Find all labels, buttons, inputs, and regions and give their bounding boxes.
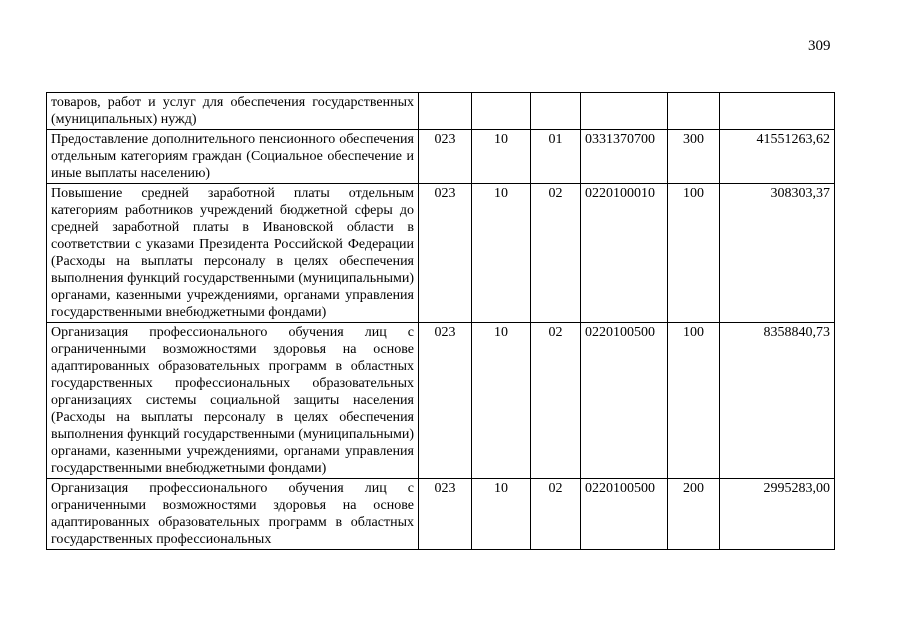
table-row — [47, 479, 835, 550]
target-article-cell — [581, 93, 668, 130]
amount-cell — [720, 93, 835, 130]
expense-name-cell: Организация профессионального обучения лиц с ограниченными возможностями здоровья на основе адаптированных образовательных программ в областных государственных профессиональных — [47, 479, 419, 550]
subsection-code-cell: 01 — [531, 130, 581, 184]
subsection-code-cell — [531, 93, 581, 130]
expense-name-cell: Повышение средней заработной платы отдельным категориям работников учреждений бюджетной сферы до средней заработной платы в Ивановской области в соответствии с указами Президента Российской Федерации (Расходы на выплаты персоналу в целях обеспечения выполнения функций государственными (муниципальными) органами, казенными учреждениями, органами управления государственными внебюджетными фондами) — [47, 184, 419, 323]
table-row — [47, 130, 835, 184]
table-row — [47, 323, 835, 479]
amount-cell: 41551263,62 — [720, 130, 835, 184]
expense-type-cell: 100 — [668, 184, 720, 323]
section-code-cell: 10 — [472, 479, 531, 550]
page-number: 309 — [808, 38, 831, 54]
subsection-code-cell: 02 — [531, 184, 581, 323]
department-code-cell: 023 — [419, 130, 472, 184]
department-code-cell — [419, 93, 472, 130]
expense-name-cell: Предоставление дополнительного пенсионного обеспечения отдельным категориям граждан (Социальное обеспечение и иные выплаты населению) — [47, 130, 419, 184]
table-row — [47, 184, 835, 323]
expense-type-cell: 200 — [668, 479, 720, 550]
department-code-cell: 023 — [419, 323, 472, 479]
amount-cell: 8358840,73 — [720, 323, 835, 479]
expense-name-cell: Организация профессионального обучения лиц с ограниченными возможностями здоровья на основе адаптированных образовательных программ в областных государственных профессиональных образовательных организациях системы социальной защиты населения (Расходы на выплаты персоналу в целях обеспечения выполнения функций государственными (муниципальными) органами, казенными учреждениями, органами управления государственными внебюджетными фондами) — [47, 323, 419, 479]
target-article-cell: 0220100500 — [581, 323, 668, 479]
subsection-code-cell: 02 — [531, 323, 581, 479]
target-article-cell: 0220100500 — [581, 479, 668, 550]
department-code-cell: 023 — [419, 479, 472, 550]
expense-name-cell: товаров, работ и услуг для обеспечения государственных (муниципальных) нужд) — [47, 93, 419, 130]
subsection-code-cell: 02 — [531, 479, 581, 550]
amount-cell: 308303,37 — [720, 184, 835, 323]
section-code-cell — [472, 93, 531, 130]
expense-type-cell — [668, 93, 720, 130]
section-code-cell: 10 — [472, 184, 531, 323]
expense-type-cell: 100 — [668, 323, 720, 479]
section-code-cell: 10 — [472, 323, 531, 479]
expense-type-cell: 300 — [668, 130, 720, 184]
target-article-cell: 0331370700 — [581, 130, 668, 184]
department-code-cell: 023 — [419, 184, 472, 323]
target-article-cell: 0220100010 — [581, 184, 668, 323]
section-code-cell: 10 — [472, 130, 531, 184]
budget-table — [46, 92, 835, 550]
table-row — [47, 93, 835, 130]
amount-cell: 2995283,00 — [720, 479, 835, 550]
